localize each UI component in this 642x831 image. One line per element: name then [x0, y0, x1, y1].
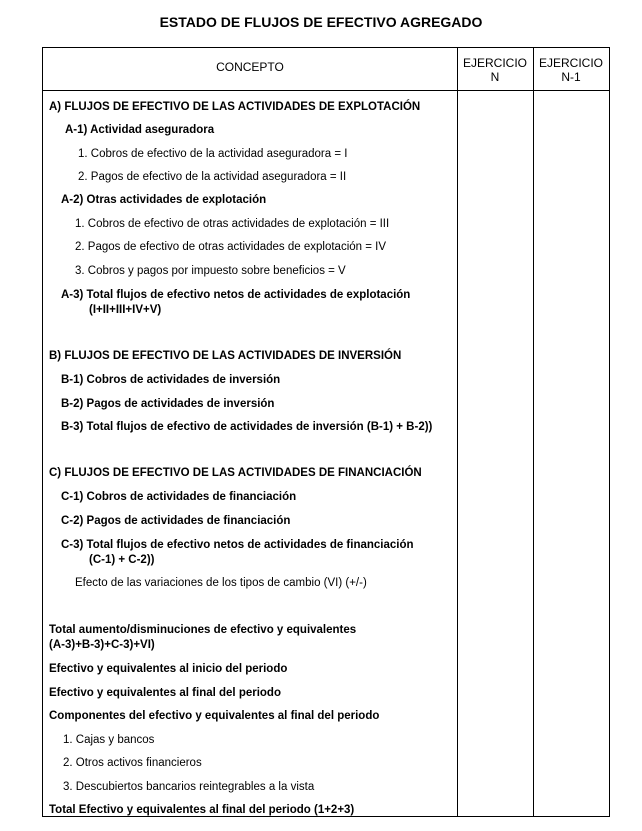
header-ejercicio-n1-line1: EJERCICIO	[538, 56, 603, 70]
row-a1: A-1) Actividad aseguradora	[65, 124, 215, 136]
row-a1-1: 1. Cobros de efectivo de la actividad aseguradora = I	[78, 148, 348, 160]
header-ejercicio-n1	[533, 56, 609, 84]
row-c3: C-3) Total flujos de efectivo netos de actividades de financiación	[61, 539, 414, 551]
row-c3-cont: (C-1) + C-2))	[89, 554, 155, 566]
header-ejercicio-n-line2: N	[490, 70, 500, 84]
row-c2: C-2) Pagos de actividades de financiación	[61, 515, 291, 527]
row-a3-cont: (I+II+III+IV+V)	[89, 304, 162, 316]
column-divider	[533, 48, 534, 816]
row-b2: B-2) Pagos de actividades de inversión	[61, 398, 275, 410]
row-comp-1: 1. Cajas y bancos	[63, 734, 155, 746]
row-components: Componentes del efectivo y equivalentes al final del periodo	[49, 710, 380, 722]
cash-flow-table	[42, 47, 610, 817]
row-comp-2: 2. Otros activos financieros	[63, 757, 202, 769]
row-exchange-effect: Efecto de las variaciones de los tipos de cambio (VI) (+/-)	[75, 577, 367, 589]
row-a2: A-2) Otras actividades de explotación	[61, 194, 267, 206]
header-ejercicio-n	[457, 56, 533, 84]
header-divider	[43, 90, 609, 91]
row-cash-end: Efectivo y equivalentes al final del periodo	[49, 687, 281, 699]
row-total-cash-end: Total Efectivo y equivalentes al final del periodo (1+2+3)	[49, 804, 355, 816]
row-b1: B-1) Cobros de actividades de inversión	[61, 374, 281, 386]
row-a2-1: 1. Cobros de efectivo de otras actividades de explotación = III	[75, 218, 390, 230]
column-divider	[457, 48, 458, 816]
row-total-change-cont: (A-3)+B-3)+C-3)+VI)	[49, 639, 155, 651]
header-ejercicio-n-line1: EJERCICIO	[462, 56, 527, 70]
page-title: ESTADO DE FLUJOS DE EFECTIVO AGREGADO	[159, 14, 483, 30]
row-a2-3: 3. Cobros y pagos por impuesto sobre beneficios = V	[75, 265, 346, 277]
row-c-header: C) FLUJOS DE EFECTIVO DE LAS ACTIVIDADES DE FINANCIACIÓN	[49, 467, 422, 479]
row-a-header: A) FLUJOS DE EFECTIVO DE LAS ACTIVIDADES DE EXPLOTACIÓN	[49, 101, 421, 113]
header-concepto: CONCEPTO	[216, 60, 284, 74]
row-a1-2: 2. Pagos de efectivo de la actividad aseguradora = II	[78, 171, 347, 183]
header-ejercicio-n1-line2: N-1	[561, 70, 581, 84]
row-b-header: B) FLUJOS DE EFECTIVO DE LAS ACTIVIDADES DE INVERSIÓN	[49, 350, 402, 362]
row-comp-3: 3. Descubiertos bancarios reintegrables a la vista	[63, 781, 315, 793]
row-a2-2: 2. Pagos de efectivo de otras actividades de explotación = IV	[75, 241, 387, 253]
row-cash-start: Efectivo y equivalentes al inicio del periodo	[49, 663, 288, 675]
row-b3: B-3) Total flujos de efectivo de actividades de inversión (B-1) + B-2))	[61, 421, 433, 433]
row-a3: A-3) Total flujos de efectivo netos de actividades de explotación	[61, 289, 411, 301]
row-c1: C-1) Cobros de actividades de financiación	[61, 491, 297, 503]
row-total-change: Total aumento/disminuciones de efectivo y equivalentes	[49, 624, 357, 636]
